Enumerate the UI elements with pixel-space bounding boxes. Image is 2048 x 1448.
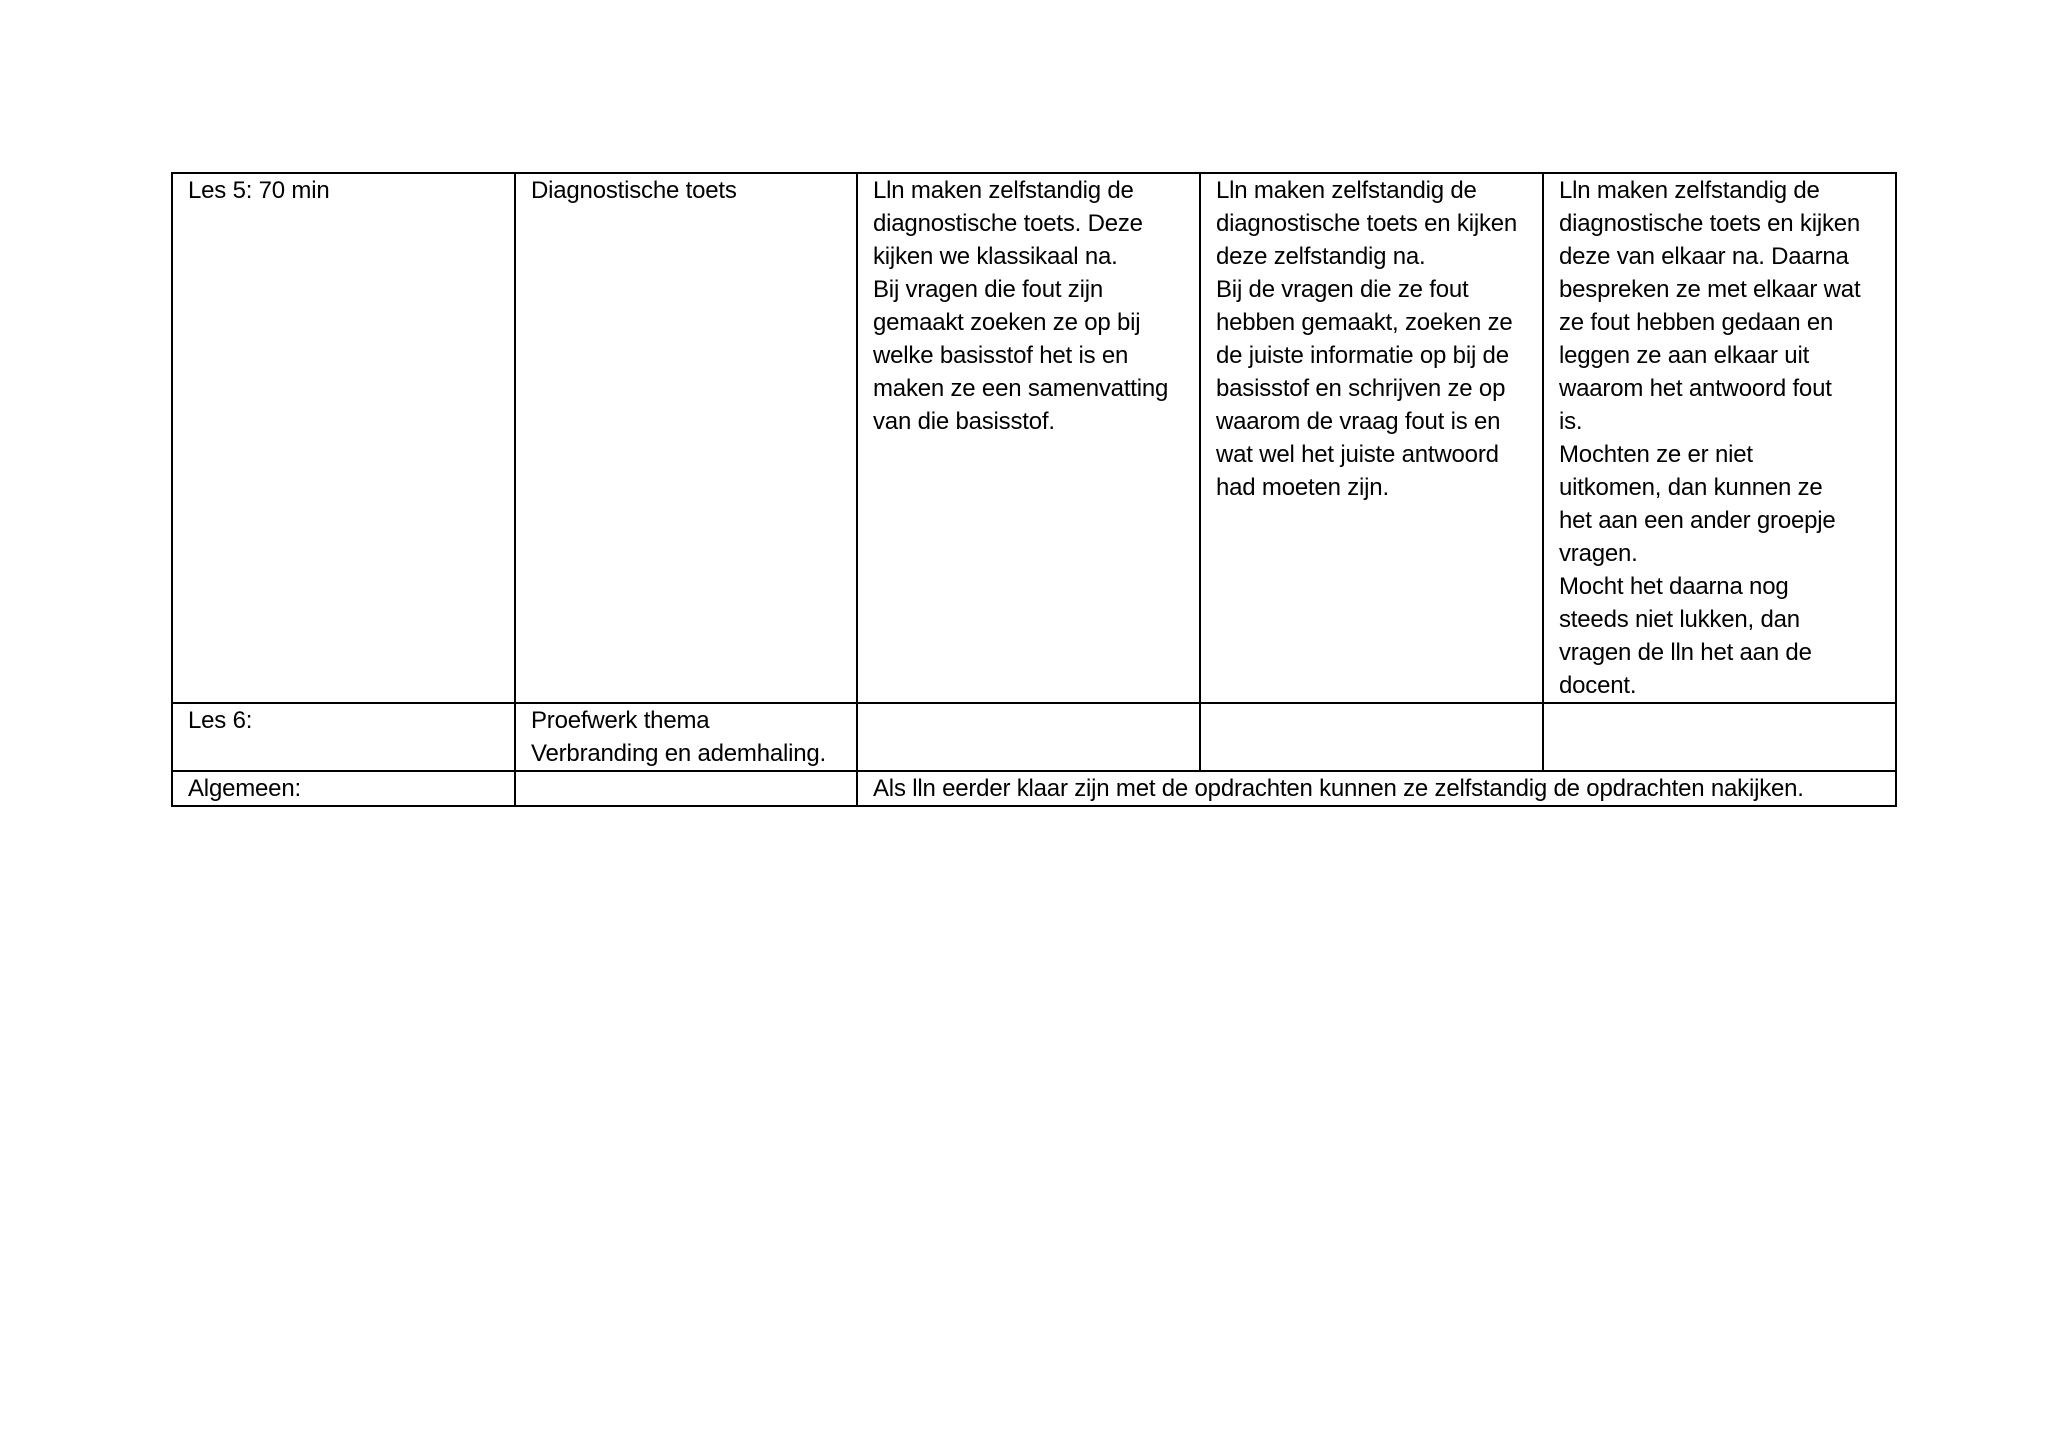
lesson-cell: Les 5: 70 min — [172, 173, 515, 703]
approach-cell-3 — [1543, 703, 1896, 771]
table-row — [172, 173, 1896, 703]
lesson-plan-table — [171, 172, 1897, 807]
lesson-cell: Les 6: — [172, 703, 515, 771]
activity-cell: Proefwerk thema Verbranding en ademhaling. — [515, 703, 857, 771]
approach-cell-2: Lln maken zelfstandig de diagnostische toets en kijken deze zelfstandig na. Bij de vragen die ze fout hebben gemaakt, zoeken ze de juiste informatie op bij de basisstof en schrijven ze op waarom de vraag fout is en wat wel het juiste antwoord had moeten zijn. — [1200, 173, 1543, 703]
activity-cell: Diagnostische toets — [515, 173, 857, 703]
approach-cell-3: Lln maken zelfstandig de diagnostische toets en kijken deze van elkaar na. Daarna bespreken ze met elkaar wat ze fout hebben gedaan en leggen ze aan elkaar uit waarom het antwoord fout is. Mochten ze er niet uitkomen, dan kunnen ze het aan een ander groepje vragen. Mocht het daarna nog steeds niet lukken, dan vragen de lln het aan de docent. — [1543, 173, 1896, 703]
approach-cell-2 — [1200, 703, 1543, 771]
activity-cell — [515, 771, 857, 806]
approach-cell-1: Lln maken zelfstandig de diagnostische toets. Deze kijken we klassikaal na. Bij vragen die fout zijn gemaakt zoeken ze op bij welke basisstof het is en maken ze een samenvatting van die basisstof. — [857, 173, 1200, 703]
approach-cell-1 — [857, 703, 1200, 771]
table-row — [172, 703, 1896, 771]
lesson-cell: Algemeen: — [172, 771, 515, 806]
general-note-cell: Als lln eerder klaar zijn met de opdrachten kunnen ze zelfstandig de opdrachten nakijken. — [857, 771, 1896, 806]
table-row — [172, 771, 1896, 806]
